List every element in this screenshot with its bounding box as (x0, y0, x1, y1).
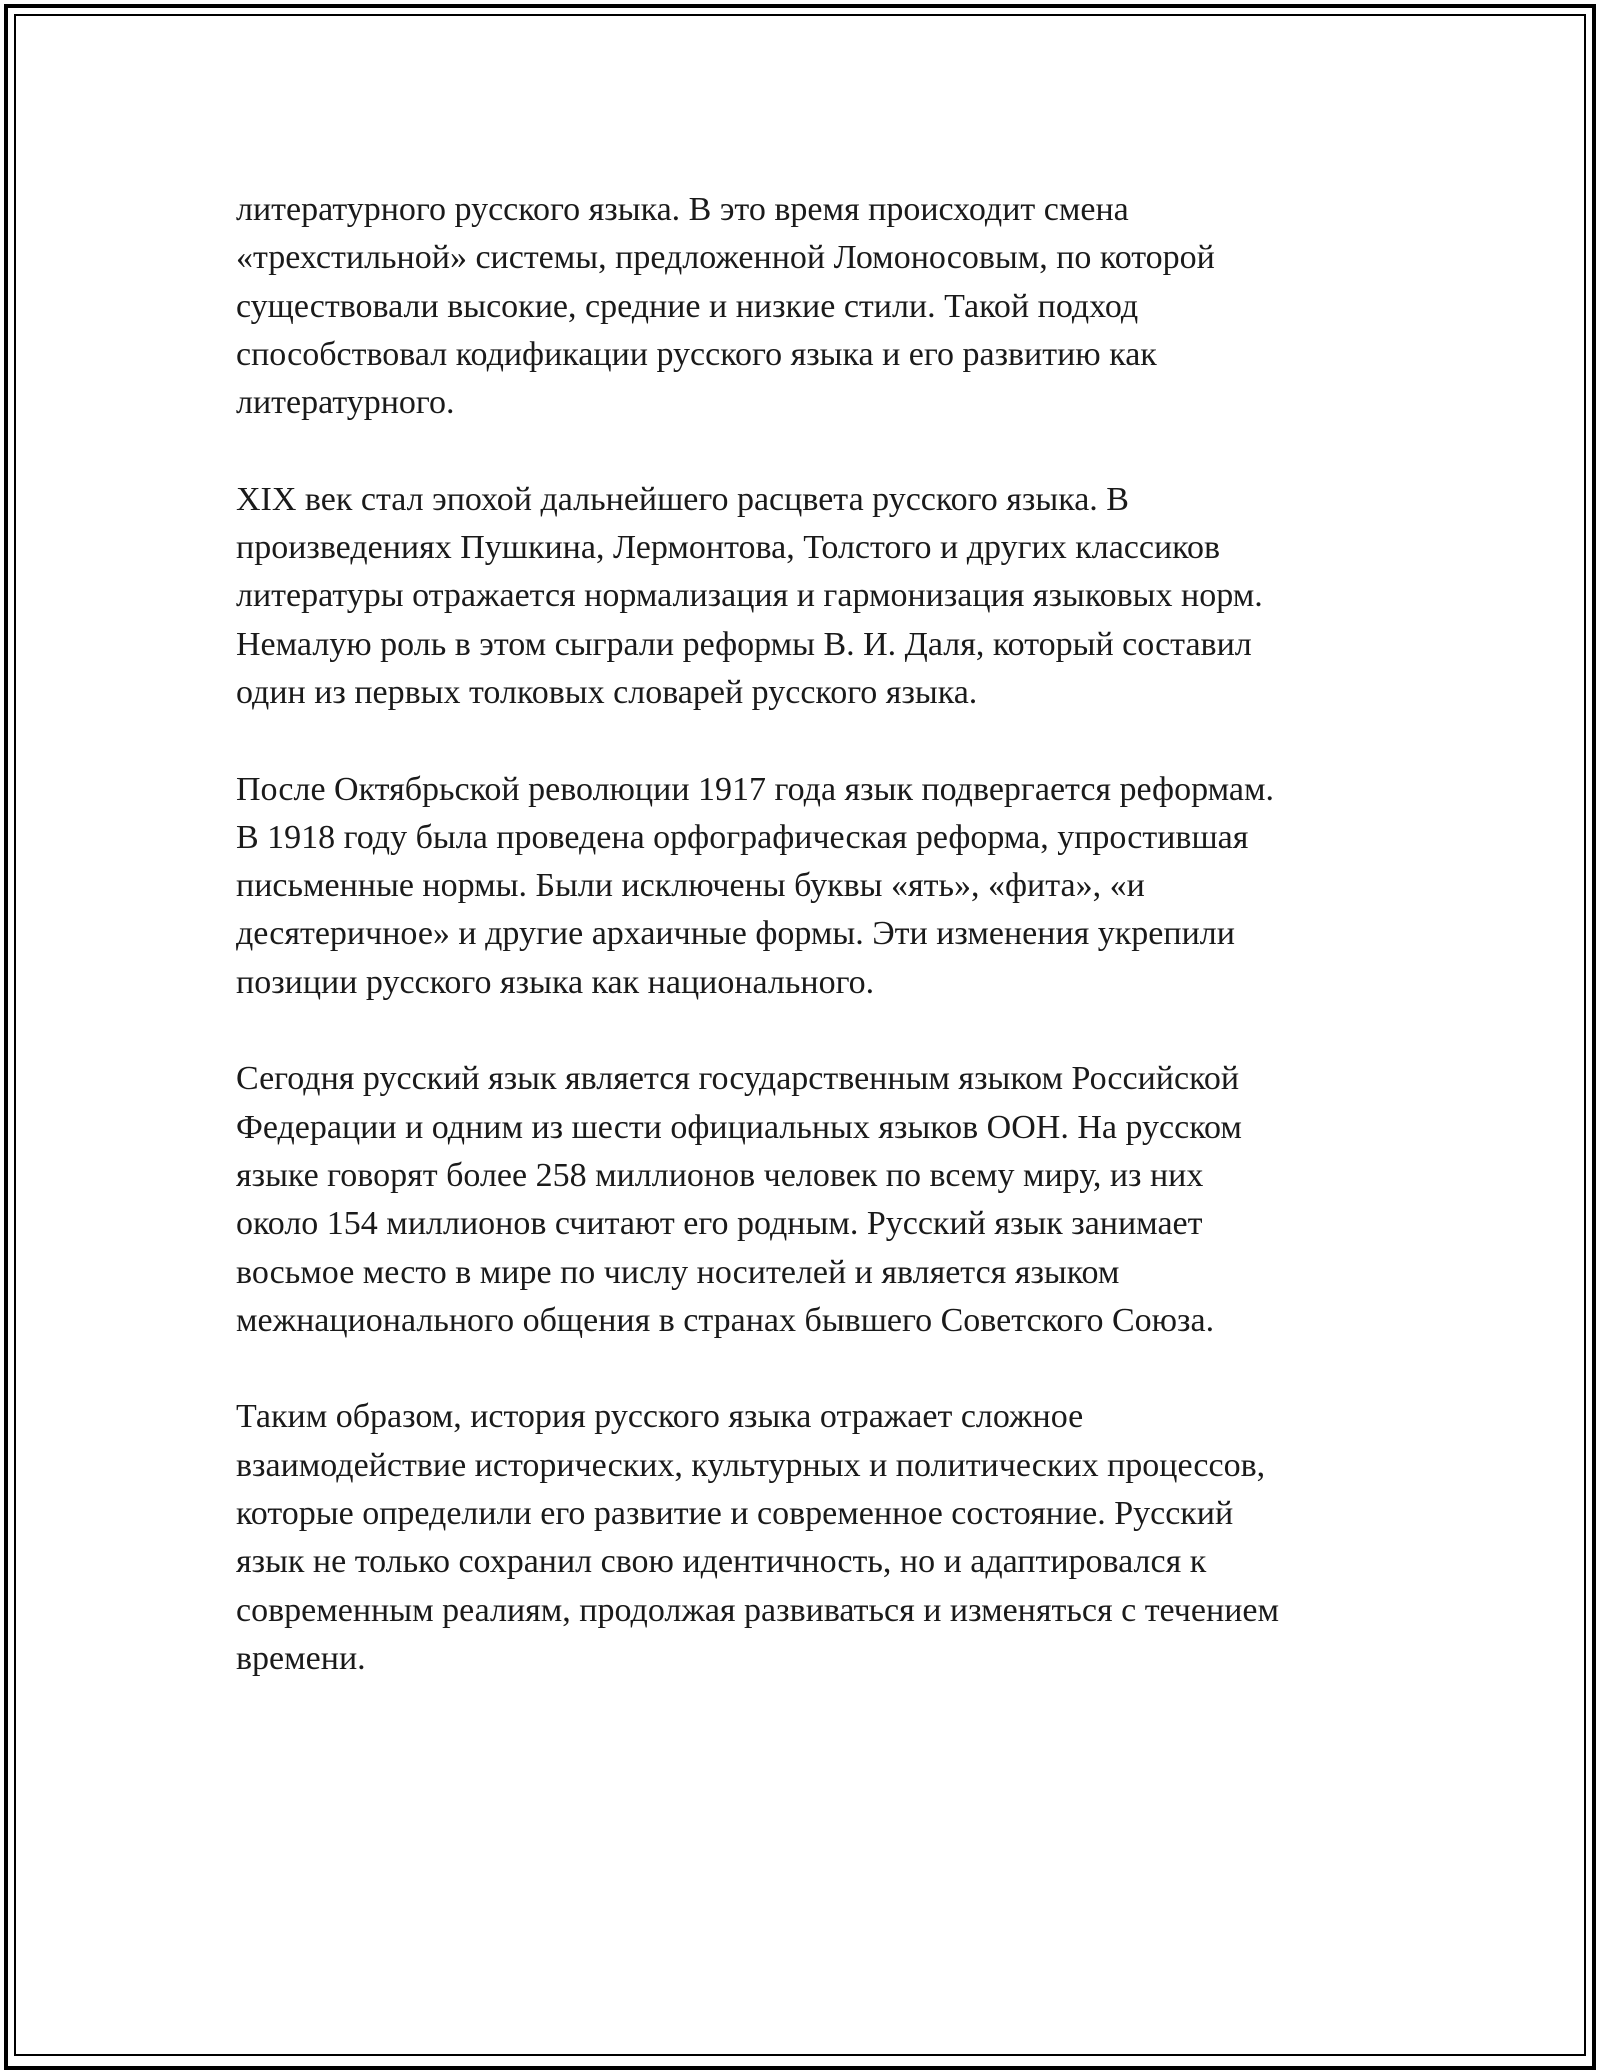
paragraph-4 (236, 1055, 1386, 1345)
text-line: литературного русского языка. В это время происходит смена (236, 191, 1129, 228)
text-line: восьмое место в мире по числу носителей и является языком (236, 1253, 1120, 1291)
text-line: письменные нормы. Были исключены буквы «ять», «фита», «и (236, 867, 1145, 905)
text-line: около 154 миллионов считают его родным. Русский язык занимает (236, 1205, 1203, 1243)
paragraph-1 (236, 186, 1386, 427)
text-line: которые определили его развитие и современное состояние. Русский (236, 1495, 1234, 1533)
text-line: XIX век стал эпохой дальнейшего расцвета русского языка. В (236, 480, 1129, 518)
document-body (236, 186, 1386, 1732)
paragraph-3 (236, 766, 1386, 1007)
text-line: Сегодня русский язык является государственным языком Российской (236, 1060, 1240, 1098)
text-line: произведениях Пушкина, Лермонтова, Толстого и других классиков (236, 529, 1221, 567)
text-line: литературного. (236, 384, 455, 422)
text-line: один из первых толковых словарей русского языка. (236, 673, 978, 711)
text-line: языке говорят более 258 миллионов человек по всему миру, из них (236, 1156, 1204, 1194)
text-line: существовали высокие, средние и низкие стили. Такой подход (236, 287, 1139, 325)
text-line: Немалую роль в этом сыграли реформы В. И. Даля, который составил (236, 625, 1252, 663)
text-line: Федерации и одним из шести официальных языков ООН. На русском (236, 1108, 1242, 1146)
text-line: После Октябрьской революции 1917 года язык подвергается реформам. (236, 770, 1274, 808)
text-line: современным реалиям, продолжая развиваться и изменяться с течением (236, 1591, 1279, 1629)
text-line: взаимодействие исторических, культурных и политических процессов, (236, 1446, 1266, 1484)
text-line: десятеричное» и другие архаичные формы. Эти изменения укрепили (236, 915, 1235, 953)
text-line: литературы отражается нормализация и гармонизация языковых норм. (236, 577, 1263, 615)
text-line: позиции русского языка как национального. (236, 963, 875, 1001)
text-line: В 1918 году была проведена орфографическая реформа, упростившая (236, 818, 1249, 856)
text-line: способствовал кодификации русского языка и его развитию как (236, 335, 1157, 373)
text-line: времени. (236, 1639, 366, 1677)
text-line: язык не только сохранил свою идентичность, но и адаптировался к (236, 1543, 1207, 1581)
paragraph-2 (236, 476, 1386, 717)
text-line: «трехстильной» системы, предложенной Ломоносовым, по которой (236, 239, 1215, 277)
paragraph-5 (236, 1393, 1386, 1683)
text-line: межнационального общения в странах бывшего Советского Союза. (236, 1301, 1215, 1339)
text-line: Таким образом, история русского языка отражает сложное (236, 1398, 1084, 1436)
